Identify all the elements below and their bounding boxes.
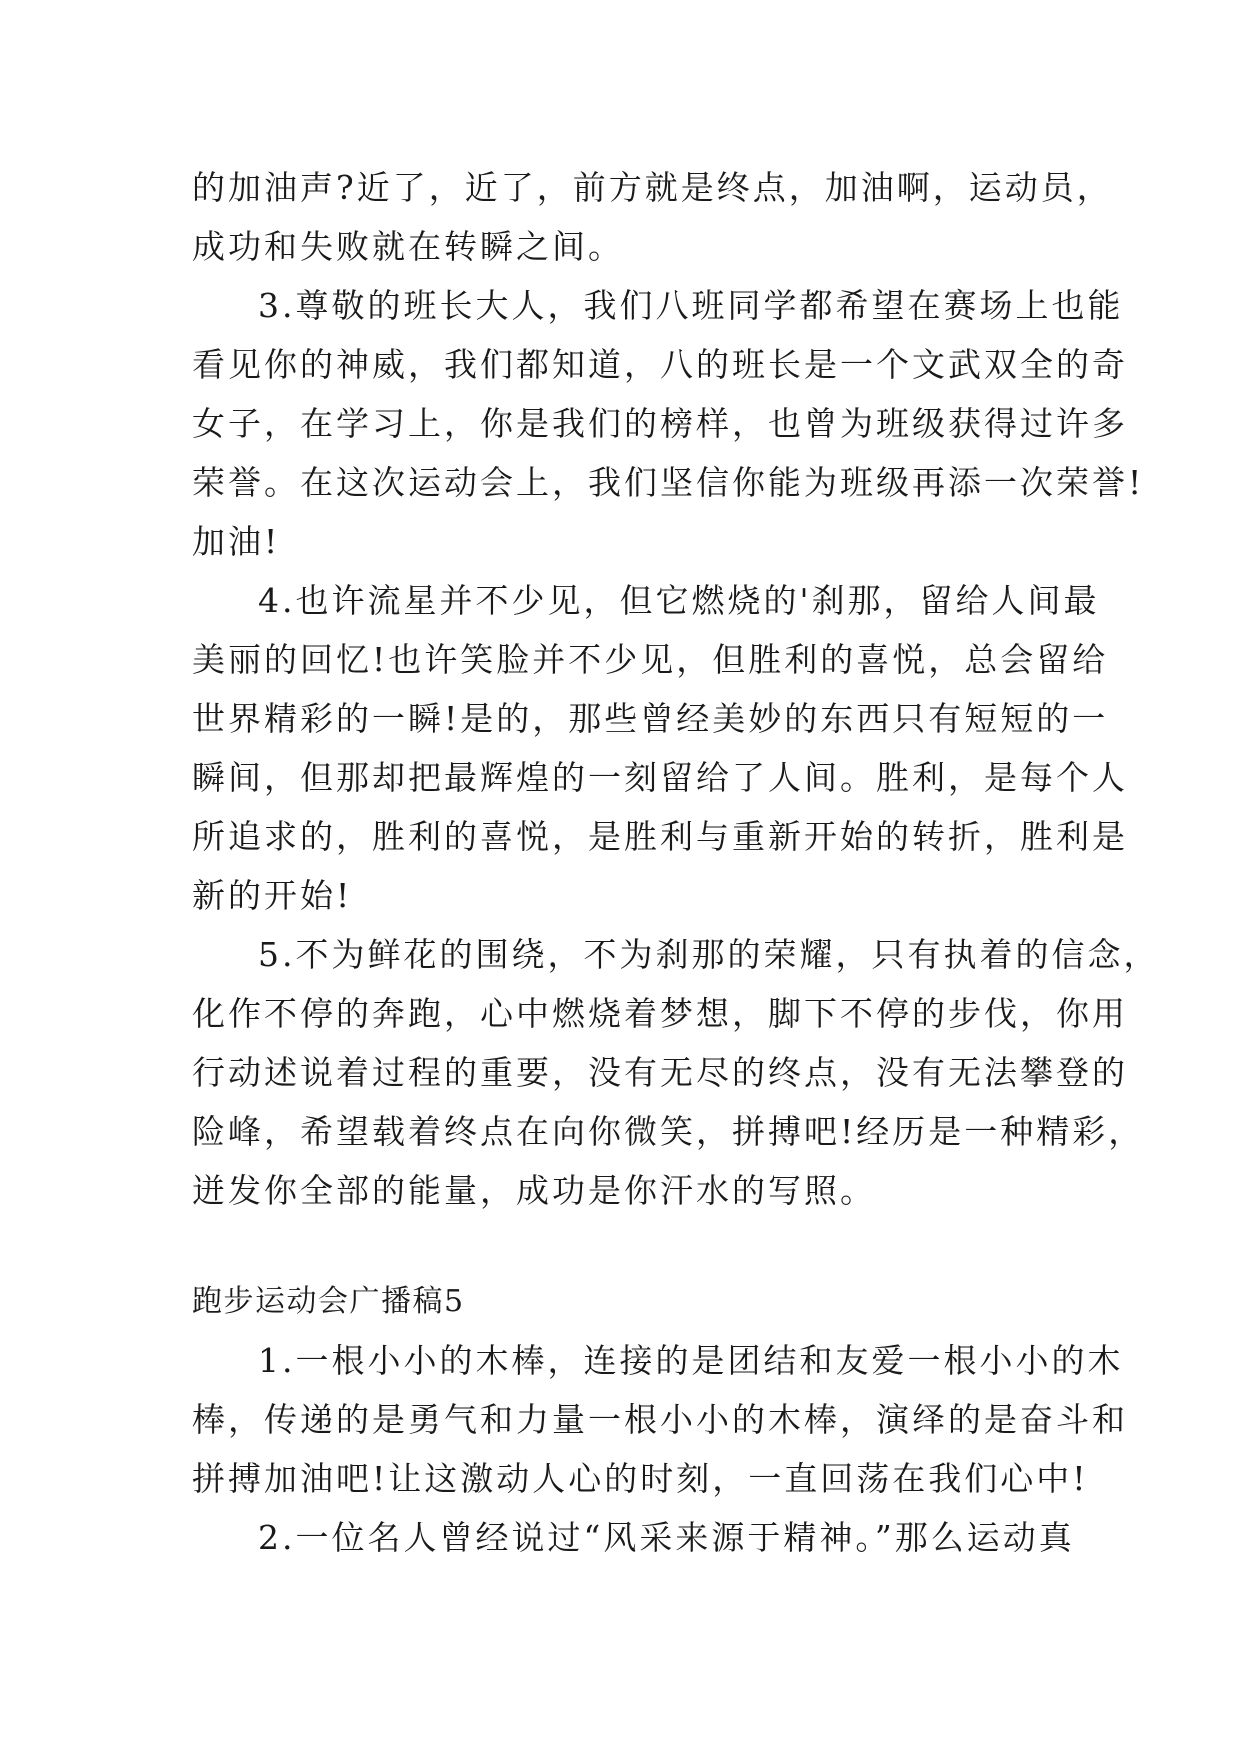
text-line: 女子，在学习上，你是我们的榜样，也曾为班级获得过许多: [192, 404, 1128, 443]
text-line: 世界精彩的一瞬!是的，那些曾经美妙的东西只有短短的一: [192, 699, 1109, 738]
section-5-paragraph-1: [192, 1331, 1128, 1508]
text-line: 化作不停的奔跑，心中燃烧着梦想，脚下不停的步伐，你用: [192, 994, 1128, 1033]
text-line: 5.不为鲜花的围绕，不为刹那的荣耀，只有执着的信念，: [258, 935, 1160, 974]
document-body: [192, 158, 1160, 1567]
text-line: 加油!: [192, 522, 281, 561]
section-5-paragraph-2: [192, 1508, 1092, 1567]
text-line: 棒，传递的是勇气和力量一根小小的木棒，演绎的是奋斗和: [192, 1400, 1128, 1439]
section-spacer: [192, 1220, 1092, 1272]
paragraph-intro-continuation: [192, 158, 1113, 276]
section-heading: 跑步运动会广播稿5: [192, 1284, 465, 1319]
text-line: 的加油声?近了，近了，前方就是终点，加油啊，运动员，: [192, 168, 1113, 207]
text-line: 拼搏加油吧!让这激动人心的时刻，一直回荡在我们心中!: [192, 1459, 1089, 1498]
text-line: 荣誉。在这次运动会上，我们坚信你能为班级再添一次荣誉!: [192, 463, 1145, 502]
text-line: 美丽的回忆!也许笑脸并不少见，但胜利的喜悦，总会留给: [192, 640, 1109, 679]
text-line: 4.也许流星并不少见，但它燃烧的'刹那，留给人间最: [258, 581, 1100, 620]
text-line: 看见你的神威，我们都知道，八的班长是一个文武双全的奇: [192, 345, 1128, 384]
text-line: 新的开始!: [192, 876, 353, 915]
text-line: 行动述说着过程的重要，没有无尽的终点，没有无法攀登的: [192, 1053, 1128, 1092]
text-line: 迸发你全部的能量，成功是你汗水的写照。: [192, 1171, 876, 1210]
text-line: 所追求的，胜利的喜悦，是胜利与重新开始的转折，胜利是: [192, 817, 1128, 856]
text-line: 1.一根小小的木棒，连接的是团结和友爱一根小小的木: [258, 1341, 1124, 1380]
text-line: 成功和失败就在转瞬之间。: [192, 227, 624, 266]
text-line: 3.尊敬的班长大人，我们八班同学都希望在赛场上也能: [258, 286, 1124, 325]
paragraph-3: [192, 276, 1145, 571]
paragraph-5: [192, 925, 1160, 1220]
text-line: 2.一位名人曾经说过“风采来源于精神。”那么运动真: [258, 1518, 1075, 1557]
text-line: 瞬间，但那却把最辉煌的一刻留给了人间。胜利，是每个人: [192, 758, 1128, 797]
text-line: 险峰，希望载着终点在向你微笑，拼搏吧!经历是一种精彩，: [192, 1112, 1145, 1151]
paragraph-4: [192, 571, 1128, 925]
